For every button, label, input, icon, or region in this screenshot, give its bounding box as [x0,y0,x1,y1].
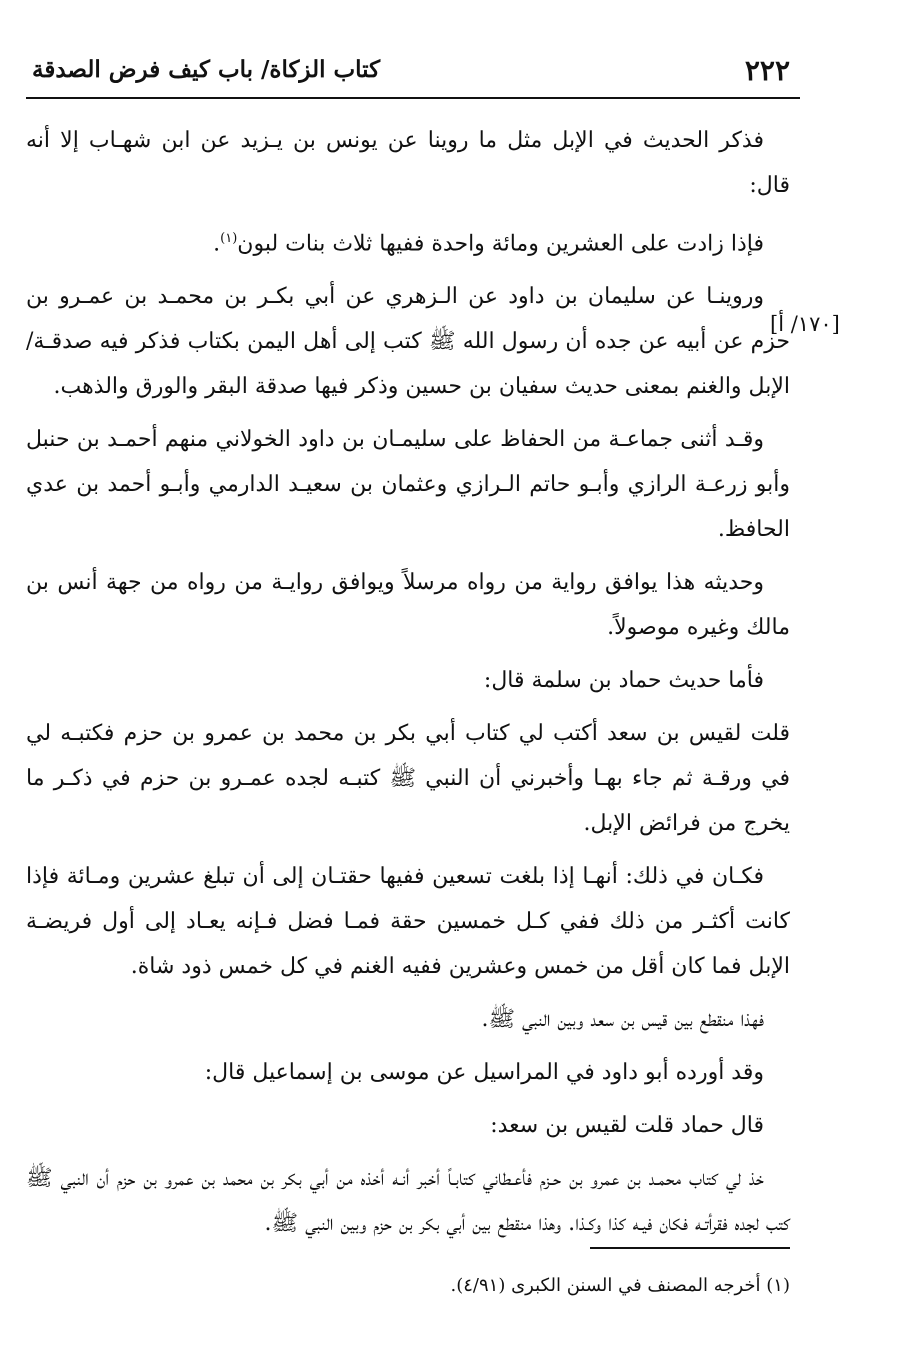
paragraph-7: قلت لقيس بن سعد أكتب لي كتاب أبي بكر بن محمد بن عمرو بن حزم فكتبـه لي في ورقـة ثم جاء بهـا وأخبرني أن النبي ﷺ كتبـه لجده عمـرو بن حزم في ذكـر ما يخرج من فرائض الإبل. [26,721,790,837]
paragraph-3: وروينـا عن سليمان بن داود عن الـزهري عن أبي بكـر بن محمـد بن عمـرو بن حزم عن أبيه عن جده أن رسول الله ﷺ كتب إلى أهل اليمن بكتاب فذكر فيه صدقـة/ الإبل والغنم بمعنى حديث سفيان بن حسين وذكر فيها صدقة البقر والورق والذهب. [26,284,790,400]
paragraph-2-text: فإذا زادت على العشرين ومائة واحدة ففيها ثلاث بنات لبون [237,231,764,257]
footnote: (١) أخرجه المصنف في السنن الكبرى (٤/٩١). [450,1275,790,1296]
body-text [26,118,790,1254]
page-header [26,46,800,98]
paragraph-2 [26,216,790,266]
paragraph-9: فهذا منقطع بين قيس بن سعد وبين النبي ﷺ. [481,1007,764,1033]
paragraph-5: وحديثه هذا يوافق رواية من رواه مرسلاً ويوافق روايـة من رواه من جهة أنس بن مالك وغيره موصولاً. [26,570,790,641]
paragraph-1: فذكر الحديث في الإبل مثل ما روينا عن يونس بن يـزيد عن ابن شهـاب إلا أنه قال: [26,128,790,198]
paragraph-2-end: . [213,231,221,257]
running-head: كتاب الزكاة/ باب كيف فرض الصدقة [32,56,381,83]
paragraph-4: وقـد أثنى جماعـة من الحفاظ على سليمـان بن داود الخولاني منهم أحمـد بن حنبل وأبو زرعـة الرازي وأبـو حاتم الـرازي وعثمان بن سعيـد الدارمي وأبـو أحمد بن عدي الحافظ. [26,427,790,543]
paragraph-6: فأما حديث حماد بن سلمة قال: [483,668,764,694]
header-rule [26,97,800,99]
paragraph-8: فكـان في ذلك: أنهـا إذا بلغت تسعين ففيها حقتـان إلى أن تبلغ عشرين ومـائة فإذا كانت أكثـر من ذلك ففي كـل خمسين حقة فمـا فضل فـإنه يعـاد إلى أول فريضـة الإبل فما كان أقل من خمس وعشرين ففيه الغنم في كل خمس ذود شاة. [26,864,790,980]
paragraph-11: قال حماد قلت لقيس بن سعد: [490,1113,764,1139]
footnote-marker: (١) [220,231,238,246]
paragraph-12: خذ لي كتاب محمـد بن عمرو بن حـزم فأعـطاني كتابـاً أخبر أنـه أخذه من أبي بكر بن محمد بن عمرو بن حزم أن النبي ﷺ كتب لجده فقرأتـه فكان فيـه كذا وكـذا. وهذا منقطع بين أبي بكر بن حزم وبين النبي ﷺ. [26,1166,790,1237]
footnote-rule [590,1247,790,1249]
margin-manuscript-note: [١٧٠/ أ] [770,312,840,336]
paragraph-10: وقد أورده أبو داود في المراسيل عن موسى بن إسماعيل قال: [204,1060,764,1086]
page-number: ٢٢٢ [744,54,790,87]
